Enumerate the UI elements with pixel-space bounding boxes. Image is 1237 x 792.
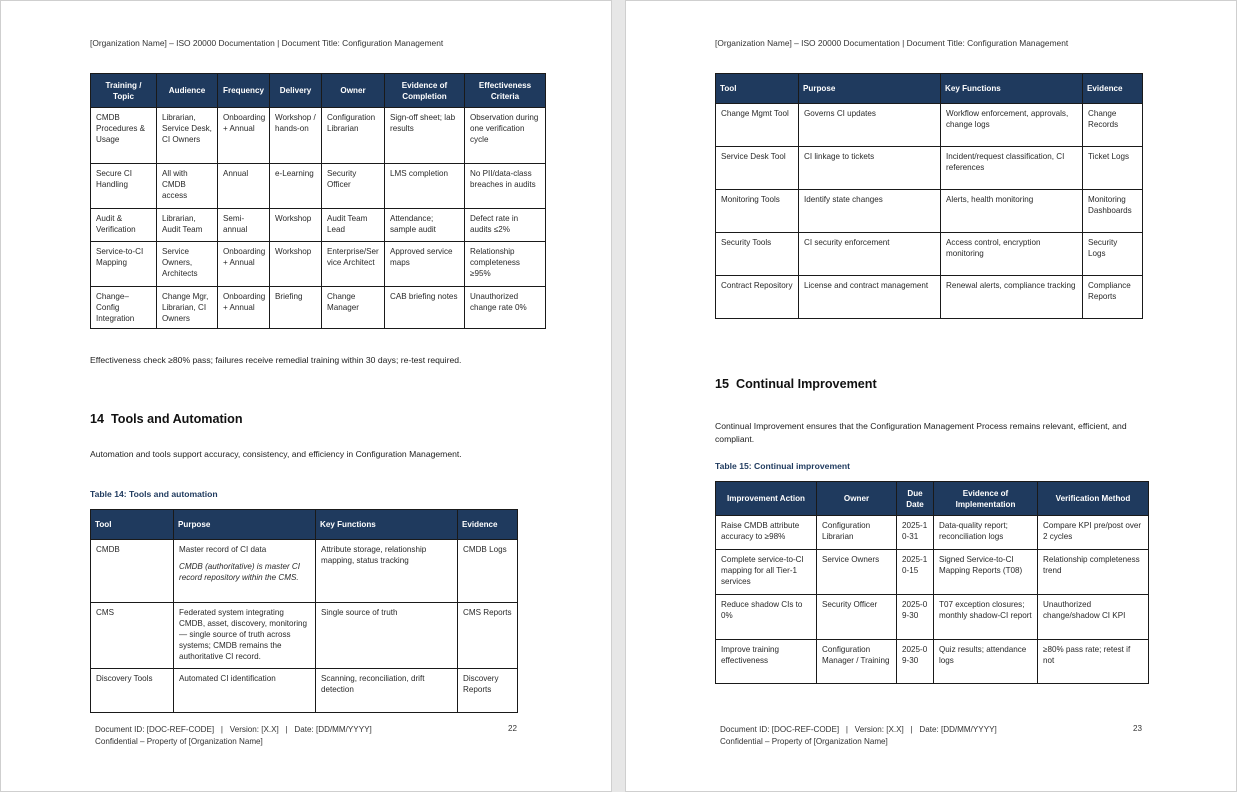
table-cell: Service Owners — [817, 550, 897, 595]
table-cell: Onboarding + Annual — [218, 242, 270, 287]
table-cell: LMS completion — [385, 164, 465, 209]
table-cell: Single source of truth — [316, 603, 458, 669]
table-cell: Relationship completeness trend — [1038, 550, 1149, 595]
table-row — [91, 669, 518, 713]
table-row — [91, 242, 546, 287]
table-cell: ≥80% pass rate; retest if not — [1038, 640, 1149, 684]
table-row — [91, 108, 546, 164]
page-number: 23 — [1133, 724, 1143, 733]
table-cell: Data-quality report; reconciliation logs — [934, 516, 1038, 550]
column-header: Verification Method — [1038, 482, 1149, 516]
table-row — [716, 190, 1143, 233]
table-row — [716, 640, 1149, 684]
table-cell: Sign-off sheet; lab results — [385, 108, 465, 164]
table-cell: Attendance; sample audit — [385, 209, 465, 242]
table-cell: Observation during one verification cycle — [465, 108, 546, 164]
table-cell: Defect rate in audits ≤2% — [465, 209, 546, 242]
table-cell: Onboarding + Annual — [218, 287, 270, 329]
table-cell: Enterprise/Service Architect — [322, 242, 385, 287]
table-cell: Signed Service-to-CI Mapping Reports (T08) — [934, 550, 1038, 595]
table-14-caption: Table 14: Tools and automation — [90, 489, 218, 499]
column-header: Tool — [91, 510, 174, 540]
table-cell: Contract Repository — [716, 276, 799, 319]
column-header: Key Functions — [941, 74, 1083, 104]
column-header: Key Functions — [316, 510, 458, 540]
column-header: Frequency — [218, 74, 270, 108]
section-15-heading — [715, 377, 877, 391]
table-cell: Audit Team Lead — [322, 209, 385, 242]
column-header: Training / Topic — [91, 74, 157, 108]
table-cell: Renewal alerts, compliance tracking — [941, 276, 1083, 319]
column-header: Improvement Action — [716, 482, 817, 516]
table-header-row — [716, 482, 1149, 516]
authoritative-note: CMDB (authoritative) is master CI record repository within the CMS. — [179, 562, 300, 582]
table-row — [91, 287, 546, 329]
table-cell: Change Manager — [322, 287, 385, 329]
table-cell: 2025-09-30 — [897, 640, 934, 684]
table-cell: Incident/request classification, CI references — [941, 147, 1083, 190]
table-row — [716, 550, 1149, 595]
section-number: 15 — [715, 377, 730, 391]
table-cell: Discovery Tools — [91, 669, 174, 713]
column-header: Purpose — [174, 510, 316, 540]
table-cell: Reduce shadow CIs to 0% — [716, 595, 817, 640]
table-cell: Automated CI identification — [174, 669, 316, 713]
table-cell: Workflow enforcement, approvals, change logs — [941, 104, 1083, 147]
document-page-22 — [0, 0, 612, 792]
table-header-row — [716, 74, 1143, 104]
table-row — [716, 276, 1143, 319]
table-cell: Secure CI Handling — [91, 164, 157, 209]
table-cell: 2025-09-30 — [897, 595, 934, 640]
page-number: 22 — [508, 724, 518, 733]
column-header: Purpose — [799, 74, 941, 104]
table-cell: e-Learning — [270, 164, 322, 209]
column-header: Effectiveness Criteria — [465, 74, 546, 108]
table-cell: License and contract management — [799, 276, 941, 319]
table-row — [716, 516, 1149, 550]
section-14-heading — [90, 412, 243, 426]
table-cell: Security Tools — [716, 233, 799, 276]
table-15-caption: Table 15: Continual improvement — [715, 461, 850, 471]
table-cell: Identify state changes — [799, 190, 941, 233]
table-cell: Librarian, Service Desk, CI Owners — [157, 108, 218, 164]
table-cell: CMS Reports — [458, 603, 518, 669]
table-cell: Service Owners, Architects — [157, 242, 218, 287]
page-header: [Organization Name] – ISO 20000 Documentation | Document Title: Configuration Management — [715, 38, 1069, 48]
table-cell: T07 exception closures; monthly shadow-CI report — [934, 595, 1038, 640]
table-cell: Change Mgr, Librarian, CI Owners — [157, 287, 218, 329]
table-cell: Annual — [218, 164, 270, 209]
table-cell: Configuration Librarian — [817, 516, 897, 550]
table-cell: CMDB Procedures & Usage — [91, 108, 157, 164]
column-header: Tool — [716, 74, 799, 104]
table-cell: Raise CMDB attribute accuracy to ≥98% — [716, 516, 817, 550]
table-cell: All with CMDB access — [157, 164, 218, 209]
improvement-table — [715, 481, 1149, 684]
table-row — [91, 164, 546, 209]
table-cell: Security Officer — [817, 595, 897, 640]
table-cell: Compliance Reports — [1083, 276, 1143, 319]
section-title: Continual Improvement — [736, 377, 877, 391]
table-cell: Service-to-CI Mapping — [91, 242, 157, 287]
table-cell: Configuration Manager / Training — [817, 640, 897, 684]
training-table — [90, 73, 546, 329]
table-cell: Service Desk Tool — [716, 147, 799, 190]
section-14-intro: Automation and tools support accuracy, consistency, and efficiency in Configuration Management. — [90, 449, 462, 459]
table-cell: Governs CI updates — [799, 104, 941, 147]
table-row — [716, 233, 1143, 276]
table-cell: Unauthorized change rate 0% — [465, 287, 546, 329]
table-cell: Quiz results; attendance logs — [934, 640, 1038, 684]
section-number: 14 — [90, 412, 105, 426]
table-cell: Briefing — [270, 287, 322, 329]
table-cell: Monitoring Tools — [716, 190, 799, 233]
column-header: Evidence — [458, 510, 518, 540]
table-cell: No PII/data-class breaches in audits — [465, 164, 546, 209]
table-cell: CI security enforcement — [799, 233, 941, 276]
table-cell: Onboarding + Annual — [218, 108, 270, 164]
purpose-text: Master record of CI data — [179, 545, 267, 554]
document-page-23 — [625, 0, 1237, 792]
column-header: Owner — [817, 482, 897, 516]
table-cell: Scanning, reconciliation, drift detection — [316, 669, 458, 713]
table-cell: CMDB — [91, 540, 174, 603]
table-row — [716, 147, 1143, 190]
table-row — [716, 595, 1149, 640]
table-row — [716, 104, 1143, 147]
table-cell: Federated system integrating CMDB, asset, discovery, monitoring — single source of truth across systems; CMDB remains the authoritative CI record. — [174, 603, 316, 669]
table-cell: CMS — [91, 603, 174, 669]
table-row — [91, 209, 546, 242]
table-cell — [174, 540, 316, 603]
table-cell: 2025-10-15 — [897, 550, 934, 595]
table-cell: Improve training effectiveness — [716, 640, 817, 684]
table-cell: Complete service-to-CI mapping for all Tier-1 services — [716, 550, 817, 595]
table-header-row — [91, 74, 546, 108]
table-cell: Change Mgmt Tool — [716, 104, 799, 147]
table-cell: Relationship completeness ≥95% — [465, 242, 546, 287]
column-header: Evidence of Implementation — [934, 482, 1038, 516]
table-header-row — [91, 510, 518, 540]
table-cell: Audit & Verification — [91, 209, 157, 242]
table-cell: CAB briefing notes — [385, 287, 465, 329]
table-cell: Security Logs — [1083, 233, 1143, 276]
table-row — [91, 540, 518, 603]
footer-confidential: Confidential – Property of [Organization Name] — [95, 736, 263, 746]
table-cell: 2025-10-31 — [897, 516, 934, 550]
column-header: Evidence — [1083, 74, 1143, 104]
table-cell: Ticket Logs — [1083, 147, 1143, 190]
footer-confidential: Confidential – Property of [Organization Name] — [720, 736, 888, 746]
table-cell: Configuration Librarian — [322, 108, 385, 164]
table-cell: Alerts, health monitoring — [941, 190, 1083, 233]
table-cell: Librarian, Audit Team — [157, 209, 218, 242]
table-cell: Discovery Reports — [458, 669, 518, 713]
footer-doc-info: Document ID: [DOC-REF-CODE] | Version: [X.X] | Date: [DD/MM/YYYY] — [720, 725, 997, 734]
table-cell: Monitoring Dashboards — [1083, 190, 1143, 233]
table-cell: Semi-annual — [218, 209, 270, 242]
effectiveness-note: Effectiveness check ≥80% pass; failures receive remedial training within 30 days; re-test required. — [90, 355, 462, 365]
table-cell: Workshop — [270, 209, 322, 242]
table-cell: CI linkage to tickets — [799, 147, 941, 190]
table-cell: Workshop — [270, 242, 322, 287]
table-cell: Change Records — [1083, 104, 1143, 147]
section-title: Tools and Automation — [111, 412, 243, 426]
table-cell: Unauthorized change/shadow CI KPI — [1038, 595, 1149, 640]
tools-table-continued — [715, 73, 1143, 319]
table-cell: Access control, encryption monitoring — [941, 233, 1083, 276]
table-cell: CMDB Logs — [458, 540, 518, 603]
column-header: Owner — [322, 74, 385, 108]
section-15-intro: Continual Improvement ensures that the Configuration Management Process remains relevant, efficient, and compliant. — [715, 421, 1127, 445]
table-cell: Workshop / hands-on — [270, 108, 322, 164]
page-footer — [95, 724, 372, 747]
column-header: Delivery — [270, 74, 322, 108]
table-cell: Attribute storage, relationship mapping, status tracking — [316, 540, 458, 603]
page-footer — [720, 724, 997, 747]
table-cell: Change–Config Integration — [91, 287, 157, 329]
column-header: Evidence of Completion — [385, 74, 465, 108]
tools-table — [90, 509, 518, 713]
footer-doc-info: Document ID: [DOC-REF-CODE] | Version: [X.X] | Date: [DD/MM/YYYY] — [95, 725, 372, 734]
column-header: Audience — [157, 74, 218, 108]
table-cell: Security Officer — [322, 164, 385, 209]
page-header: [Organization Name] – ISO 20000 Documentation | Document Title: Configuration Management — [90, 38, 444, 48]
table-row — [91, 603, 518, 669]
table-cell: Approved service maps — [385, 242, 465, 287]
table-cell: Compare KPI pre/post over 2 cycles — [1038, 516, 1149, 550]
column-header: Due Date — [897, 482, 934, 516]
